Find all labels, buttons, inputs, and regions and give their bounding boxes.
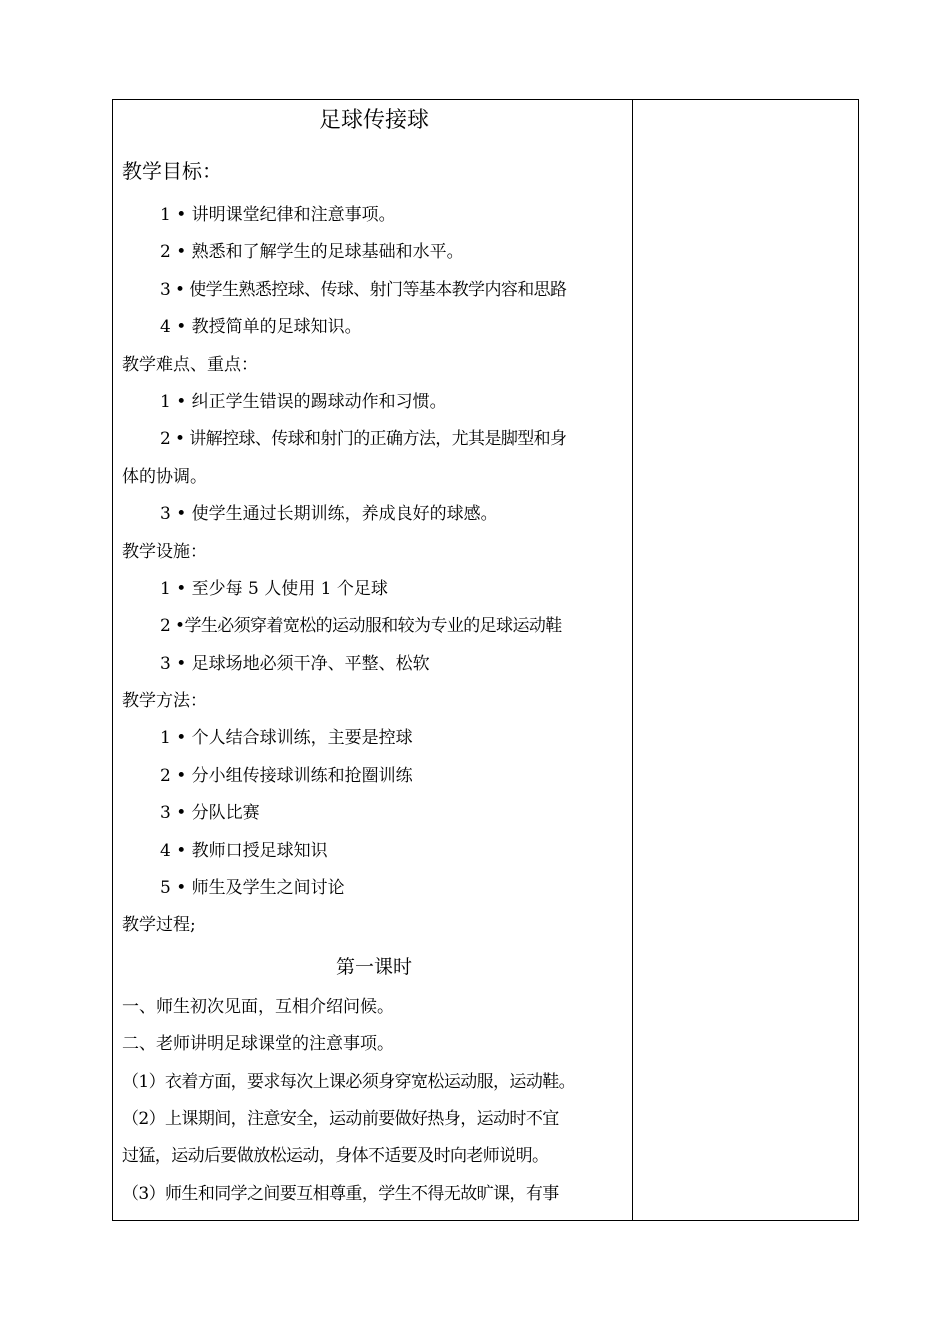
method-item: 5 • 师生及学生之间讨论 [160, 878, 345, 899]
process-line: 二、老师讲明足球课堂的注意事项。 [122, 1034, 394, 1055]
facility-item: 2 •学生必须穿着宽松的运动服和较为专业的足球运动鞋 [160, 616, 562, 637]
column-divider [632, 99, 633, 1221]
method-item: 3 • 分队比赛 [160, 803, 260, 824]
method-item: 4 • 教师口授足球知识 [160, 840, 328, 861]
method-item: 1 • 个人结合球训练，主要是控球 [160, 728, 413, 749]
difficulty-item: 2 • 讲解控球、传球和射门的正确方法，尤其是脚型和身 [160, 429, 567, 450]
difficulty-item: 1 • 纠正学生错误的踢球动作和习惯。 [160, 391, 447, 412]
process-line: 过猛，运动后要做放松运动，身体不适要及时向老师说明。 [122, 1146, 549, 1167]
process-line: （2）上课期间，注意安全，运动前要做好热身，运动时不宜 [122, 1108, 559, 1129]
facility-item: 3 • 足球场地必须干净、平整、松软 [160, 653, 430, 674]
page-title: 足球传接球 [318, 108, 429, 133]
goal-item: 1 • 讲明课堂纪律和注意事项。 [160, 205, 396, 225]
process-line: （3）师生和同学之间要互相尊重，学生不得无故旷课，有事 [122, 1183, 559, 1204]
lesson-title: 第一课时 [335, 955, 412, 978]
goal-item: 4 • 教授简单的足球知识。 [160, 317, 362, 338]
lesson-content-cell [112, 99, 632, 1221]
method-item: 2 • 分小组传接球训练和抢圈训练 [160, 765, 413, 786]
difficulty-item-continued: 体的协调。 [122, 466, 207, 487]
process-line: 一、师生初次见面，互相介绍问候。 [122, 996, 394, 1017]
goal-item: 3 • 使学生熟悉控球、传球、射门等基本教学内容和思路 [160, 279, 567, 300]
facility-item: 1 • 至少每 5 人使用 1 个足球 [160, 578, 388, 599]
goals-heading: 教学目标： [122, 159, 222, 183]
process-line: （1）衣着方面，要求每次上课必须身穿宽松运动服，运动鞋。 [122, 1071, 576, 1092]
difficulties-heading: 教学难点、重点： [122, 354, 258, 375]
facilities-heading: 教学设施： [122, 541, 207, 562]
methods-heading: 教学方法： [122, 691, 207, 712]
process-heading: 教学过程; [122, 915, 196, 936]
difficulty-item: 3 • 使学生通过长期训练，养成良好的球感。 [160, 504, 498, 525]
goal-item: 2 • 熟悉和了解学生的足球基础和水平。 [160, 242, 464, 263]
